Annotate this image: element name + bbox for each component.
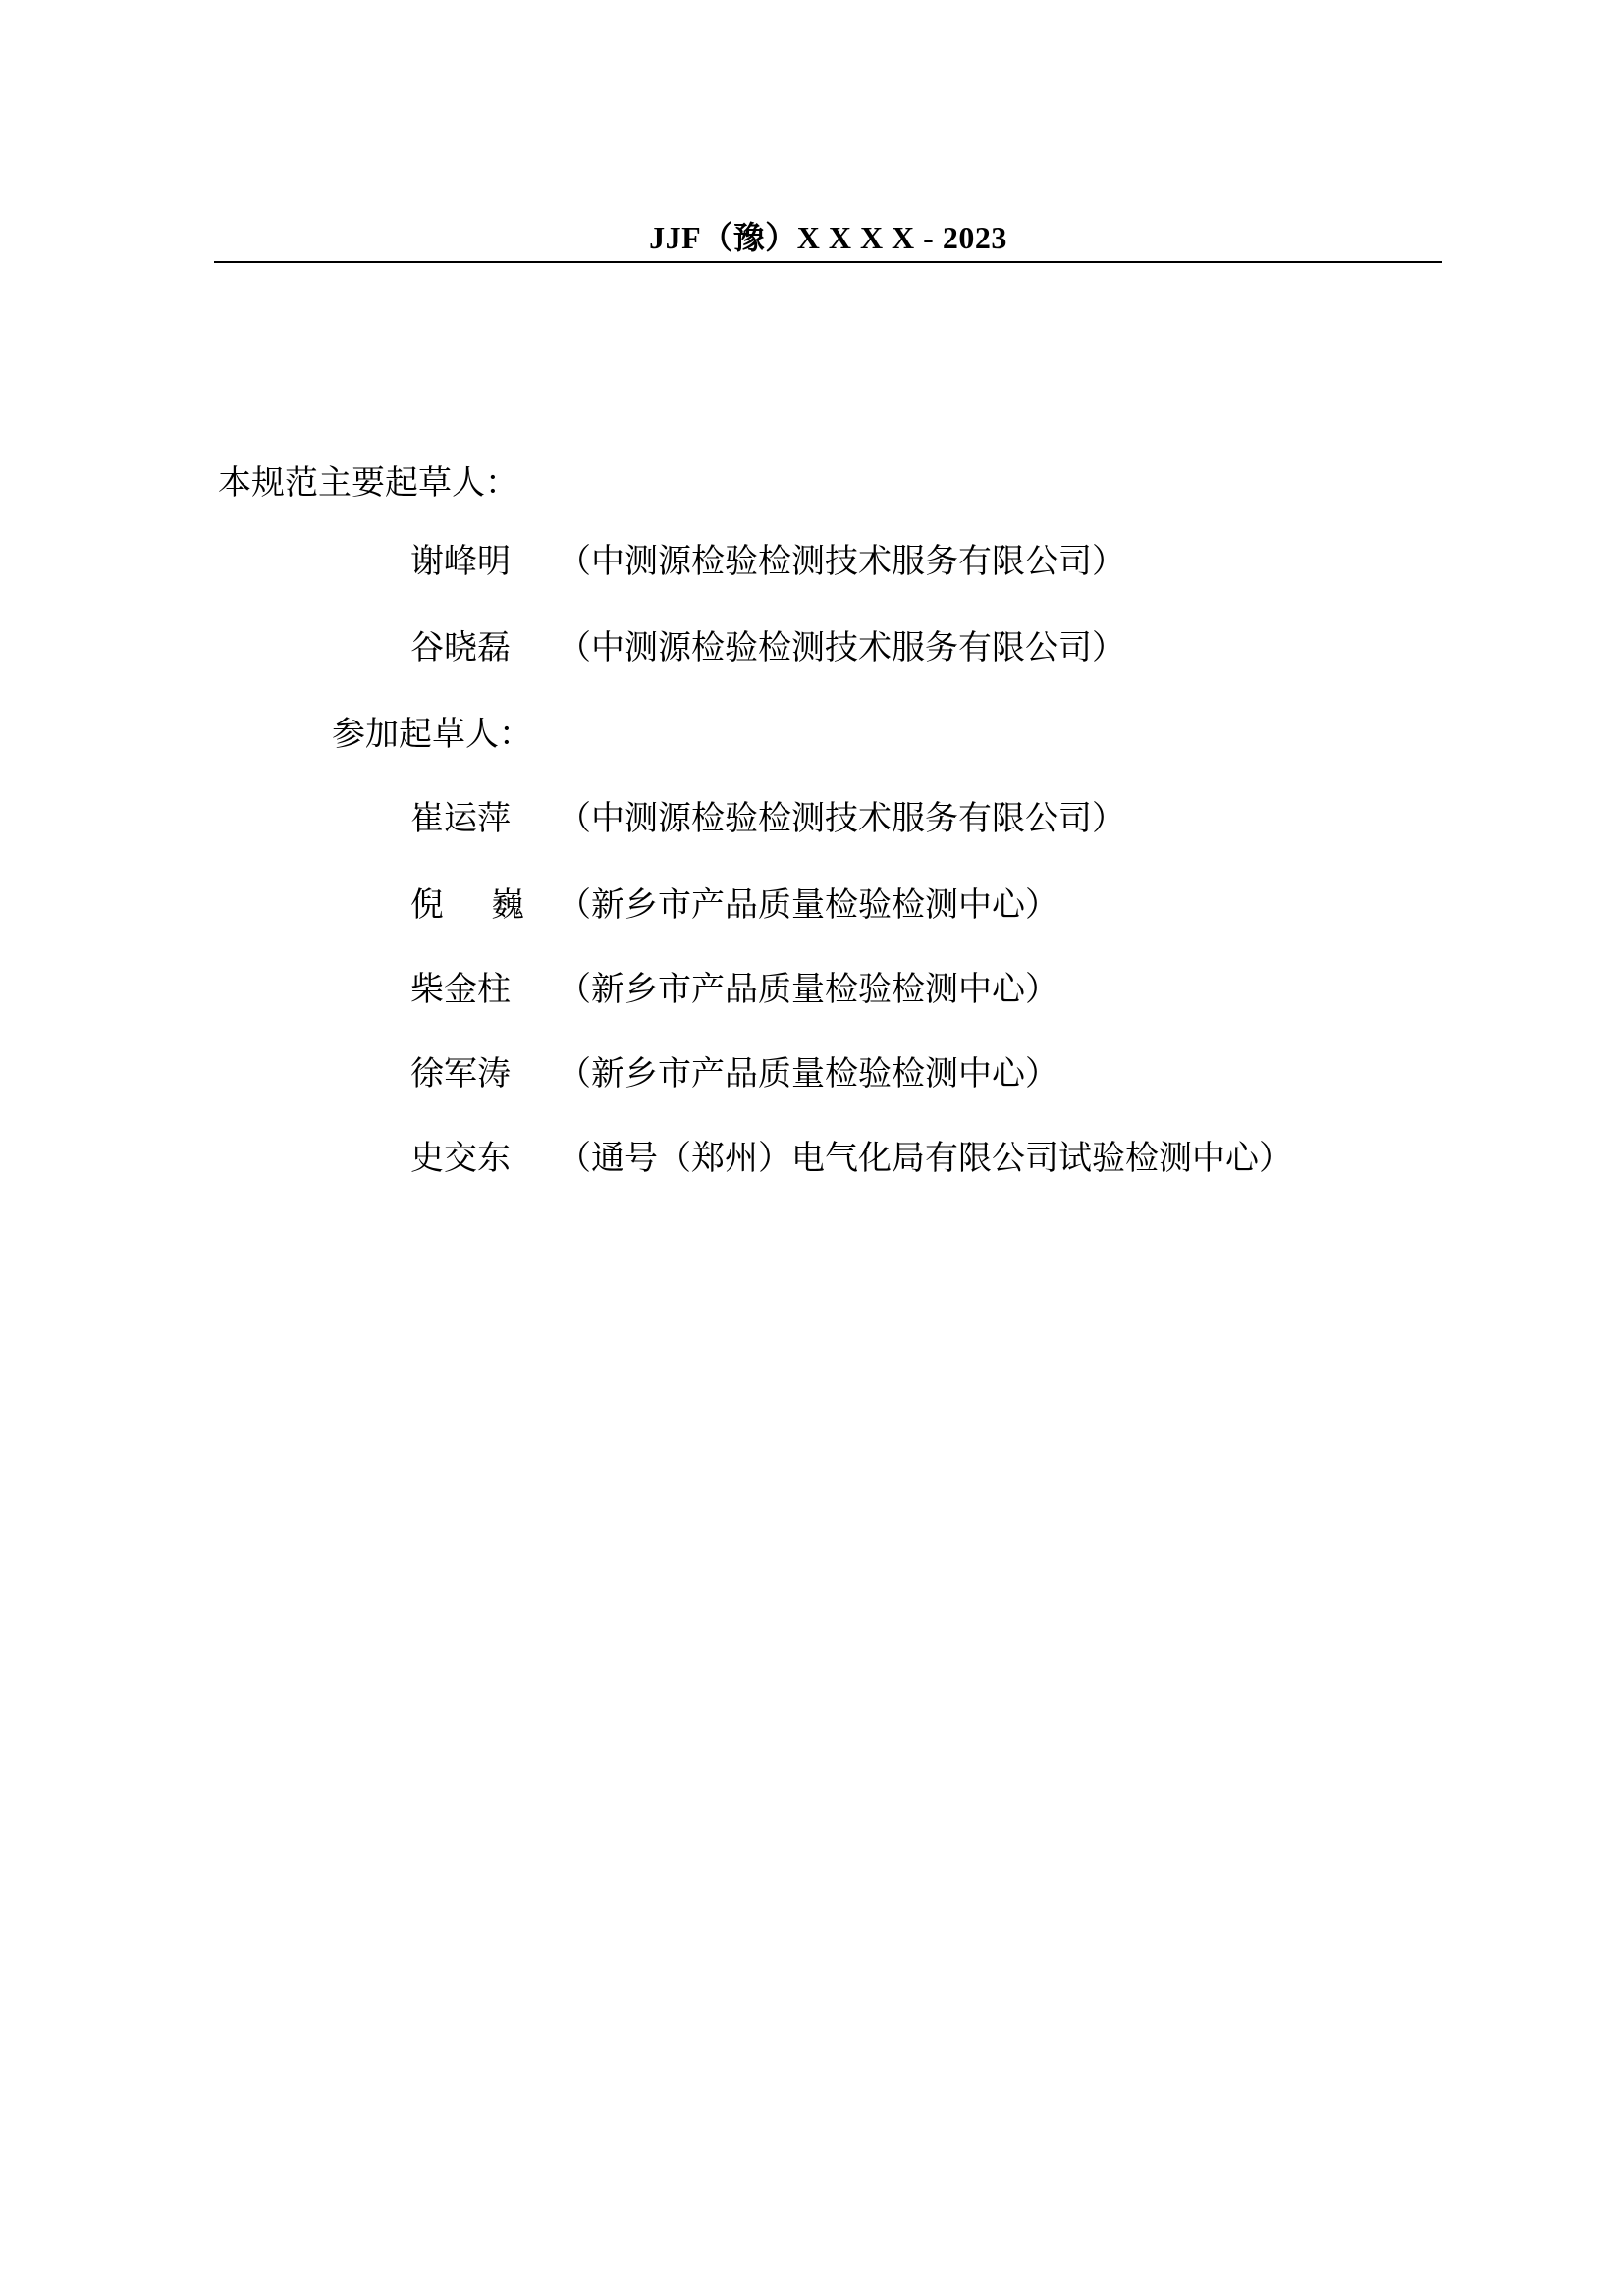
drafter-name [410,885,524,925]
drafter-organization: （新乡市产品质量检验检测中心） [558,970,1058,1009]
drafter-organization: （通号（郑州）电气化局有限公司试验检测中心） [558,1139,1292,1178]
drafter-name: 谢峰明 [410,542,511,581]
drafter-name: 崔运萍 [410,799,511,838]
main-drafters-heading: 本规范主要起草人： [218,463,518,503]
document-code: JJF（豫）X X X X - 2023 [649,220,1007,255]
drafter-name-part: 倪 [410,885,444,925]
drafter-organization: （新乡市产品质量检验检测中心） [558,885,1058,925]
drafter-organization: （新乡市产品质量检验检测中心） [558,1054,1058,1094]
page-header [214,216,1442,263]
drafter-name: 柴金柱 [410,970,511,1009]
drafter-organization: （中测源检验检测技术服务有限公司） [558,799,1125,838]
drafter-organization: （中测源检验检测技术服务有限公司） [558,628,1125,667]
drafter-name: 谷晓磊 [410,628,511,667]
drafter-organization: （中测源检验检测技术服务有限公司） [558,542,1125,581]
participating-drafters-heading: 参加起草人： [332,715,532,754]
drafter-name: 徐军涛 [410,1054,511,1094]
drafter-name: 史交东 [410,1139,511,1178]
drafter-name-part: 巍 [491,885,524,925]
